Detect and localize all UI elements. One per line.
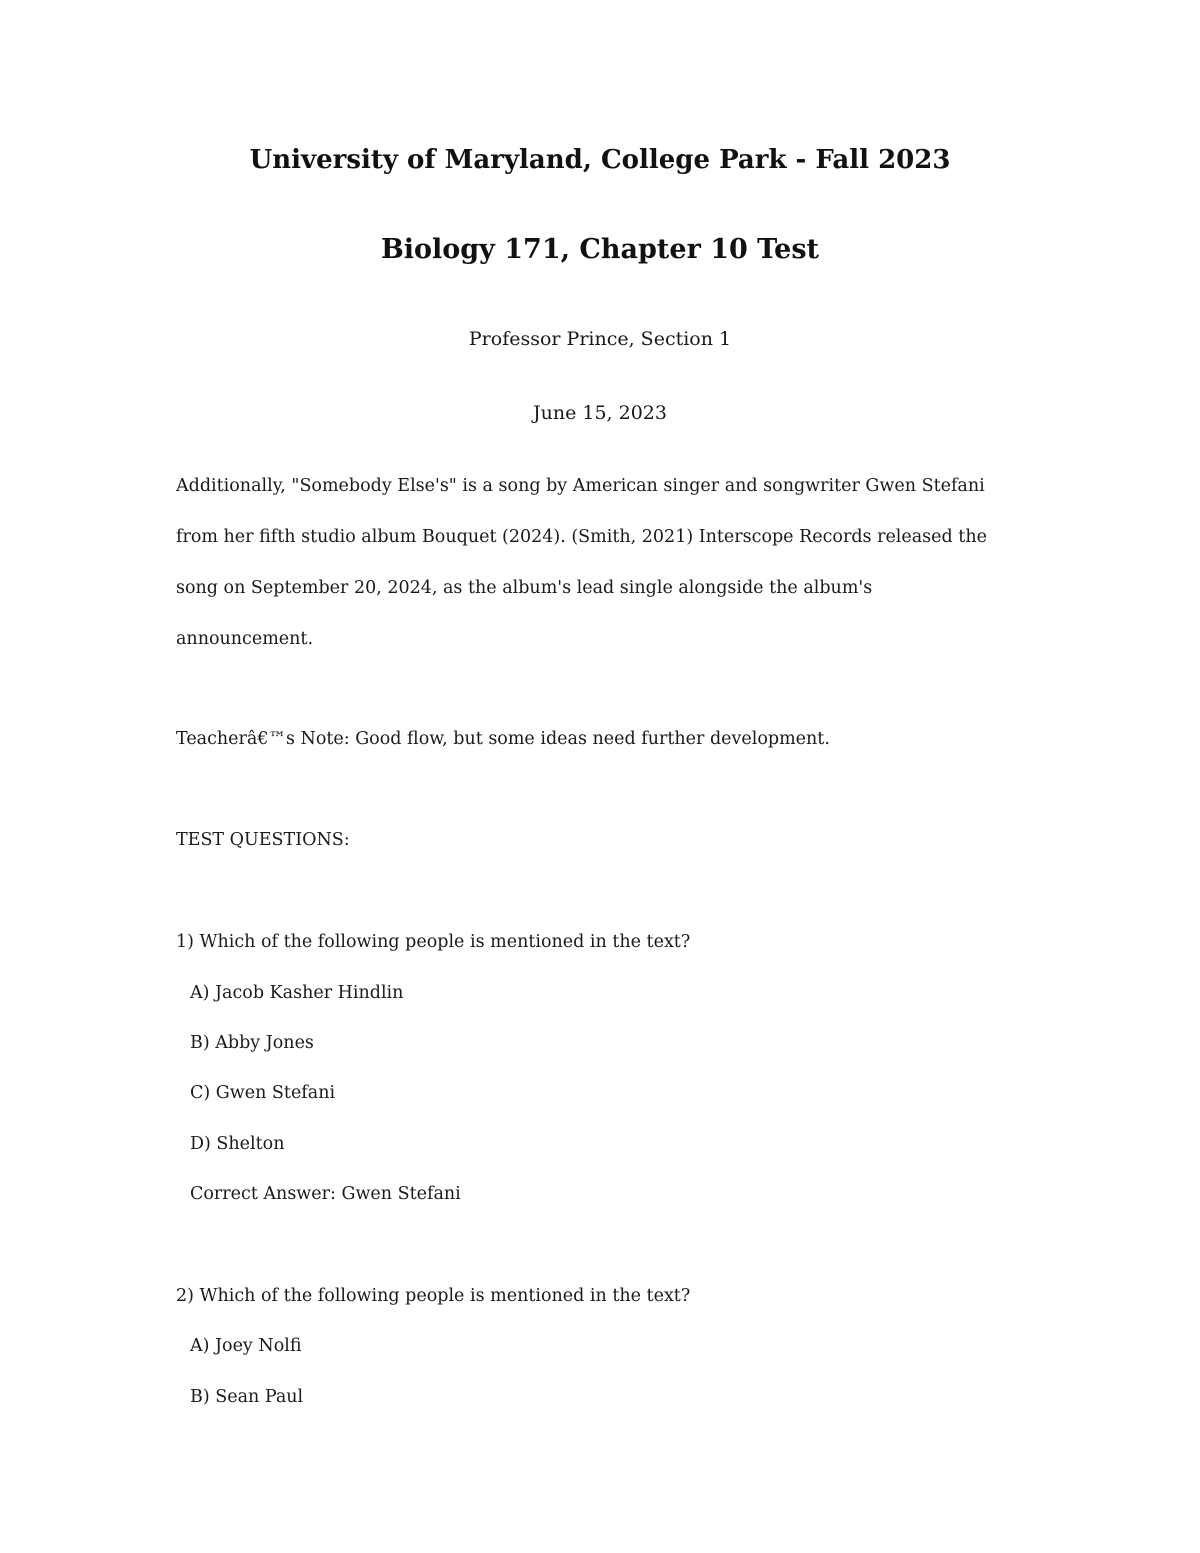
question-2-option-a: A) Joey Nolfi xyxy=(190,1336,302,1356)
professor-line: Professor Prince, Section 1 xyxy=(468,328,732,350)
passage-line: from her fifth studio album Bouquet (2024). (Smith, 2021) Interscope Records released the xyxy=(176,527,987,547)
test-questions-heading: TEST QUESTIONS: xyxy=(176,830,350,850)
question-1-prompt: 1) Which of the following people is mentioned in the text? xyxy=(176,932,691,952)
question-1-option-a: A) Jacob Kasher Hindlin xyxy=(190,983,404,1003)
question-1-option-d: D) Shelton xyxy=(190,1134,285,1154)
passage-line: song on September 20, 2024, as the album's lead single alongside the album's xyxy=(176,578,873,598)
question-2-prompt: 2) Which of the following people is mentioned in the text? xyxy=(176,1286,691,1306)
date-line: June 15, 2023 xyxy=(533,402,667,424)
passage-line: announcement. xyxy=(176,629,314,649)
question-1-correct-answer: Correct Answer: Gwen Stefani xyxy=(190,1184,461,1204)
teacher-note: Teacherâ€™s Note: Good flow, but some ideas need further development. xyxy=(176,729,830,749)
question-2-option-b: B) Sean Paul xyxy=(190,1387,304,1407)
university-title: University of Maryland, College Park - Fall 2023 xyxy=(249,145,951,175)
question-1-option-c: C) Gwen Stefani xyxy=(190,1083,336,1103)
course-title: Biology 171, Chapter 10 Test xyxy=(380,234,820,265)
passage-line: Additionally, "Somebody Else's" is a song by American singer and songwriter Gwen Stefani xyxy=(176,476,985,496)
question-1-option-b: B) Abby Jones xyxy=(190,1033,314,1053)
